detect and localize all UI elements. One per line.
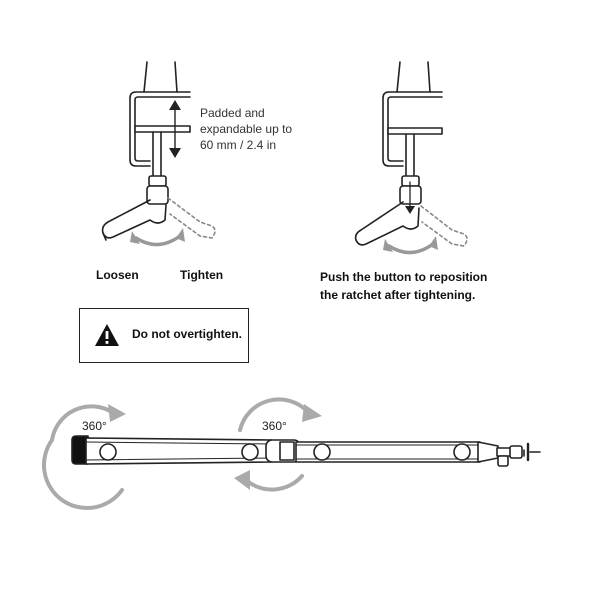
callout-line-2: expandable up to <box>200 122 293 136</box>
callout-line-3: 60 mm / 2.4 in <box>200 138 277 152</box>
callout-padded <box>200 105 292 153</box>
monitor-arm <box>44 399 540 508</box>
warning-triangle-icon <box>94 323 120 347</box>
tighten-label: Tighten <box>180 268 224 282</box>
ratchet-caption <box>320 268 520 304</box>
ratchet-caption-line-2: the ratchet after tightening. <box>320 288 476 302</box>
ratchet-caption-line-1: Push the button to reposition <box>320 270 488 284</box>
loosen-label: Loosen <box>96 268 139 282</box>
right-clamp <box>356 62 467 253</box>
rotation-label-middle: 360° <box>262 419 287 433</box>
warning-box <box>79 308 249 363</box>
left-clamp <box>103 62 215 245</box>
callout-line-1: Padded and <box>200 106 265 120</box>
rotation-label-left: 360° <box>82 419 107 433</box>
warning-text: Do not overtighten. <box>132 327 242 341</box>
